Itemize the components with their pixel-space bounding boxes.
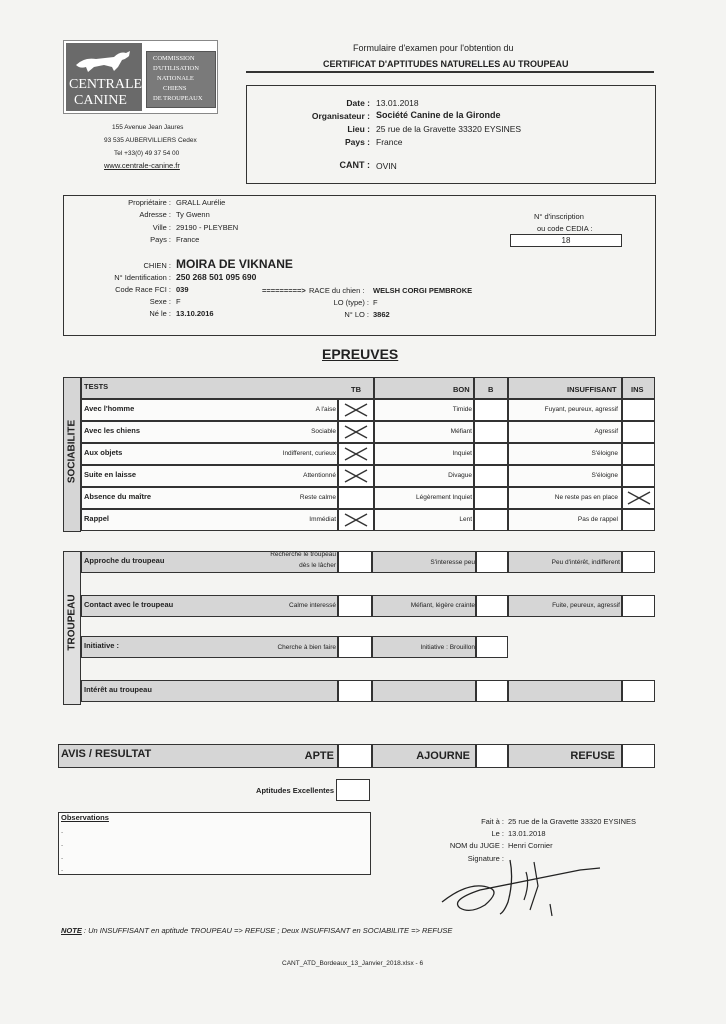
interet-ins-cell — [508, 680, 622, 702]
soc-row-b-checkbox[interactable] — [474, 399, 508, 421]
chien-label: CHIEN : — [143, 261, 171, 270]
ajourne-label: AJOURNE — [416, 750, 470, 762]
header-bon-label: BON — [453, 385, 470, 394]
ident-value: 250 268 501 095 690 — [176, 272, 257, 282]
commission-line: COMMISSION — [153, 55, 195, 62]
soc-row-ins-checkbox[interactable] — [622, 399, 655, 421]
soc-row-ins-checkbox[interactable] — [622, 421, 655, 443]
epreuves-title: EPREUVES — [322, 346, 399, 362]
x-mark-icon — [341, 401, 371, 419]
header-ins-label: INS — [631, 385, 644, 394]
cant-value: OVIN — [376, 161, 397, 171]
x-mark-icon — [341, 467, 371, 485]
owner-pays-label: Pays : — [150, 235, 171, 244]
cant-label: CANT : — [339, 160, 370, 170]
avis-label: AVIS / RESULTAT — [61, 748, 152, 760]
logo-dark-panel — [66, 43, 142, 111]
juge-label: NOM du JUGE : — [449, 841, 504, 850]
inscription-field[interactable]: 18 — [510, 234, 622, 247]
approche-ins: Peu d'intérêt, indifferent — [551, 559, 620, 566]
le-label: Le : — [491, 829, 504, 838]
ne-le-label: Né le : — [149, 309, 171, 318]
chien-name: MOIRA DE VIKNANE — [176, 257, 293, 271]
soc-row-b-checkbox[interactable] — [474, 487, 508, 509]
sexe-label: Sexe : — [149, 297, 171, 306]
apte-checkbox[interactable] — [338, 744, 372, 768]
initiative-b: Initiative : Brouillon — [420, 644, 475, 651]
lieu-value: 25 rue de la Gravette 33320 EYSINES — [376, 124, 522, 134]
contact-ins-checkbox[interactable] — [622, 595, 655, 617]
lo-type-label: LO (type) : — [333, 298, 369, 307]
note-prefix: NOTE — [61, 926, 82, 935]
aptitudes-checkbox[interactable] — [336, 779, 370, 801]
header-tb-label: TB — [351, 385, 361, 394]
initiative-label: Initiative : — [84, 641, 120, 650]
x-mark-icon — [341, 511, 371, 529]
troupeau-side-label: TROUPEAU — [66, 594, 78, 651]
header-insuffisant-label: INSUFFISANT — [567, 385, 617, 394]
signature-image — [430, 850, 610, 920]
soc-row-bon-criterion: Inquiet — [452, 450, 472, 457]
soc-row-ins-checkbox[interactable] — [622, 465, 655, 487]
soc-row-test: Absence du maître — [84, 492, 152, 501]
soc-row-test: Avec les chiens — [84, 426, 141, 435]
interet-ins-checkbox[interactable] — [622, 680, 655, 702]
approche-label: Approche du troupeau — [84, 556, 165, 565]
soc-row-ins-criterion: Ne reste pas en place — [554, 494, 618, 501]
soc-row-test: Aux objets — [84, 448, 123, 457]
nlo-label: N° LO : — [344, 310, 369, 319]
code-race-value: 039 — [176, 285, 189, 294]
soc-row-bon-criterion: Lent — [459, 516, 472, 523]
logo-commission-panel — [146, 51, 216, 108]
soc-row-tb-criterion: Attentionné — [303, 472, 336, 479]
header-tests — [81, 377, 374, 399]
aptitudes-label: Aptitudes Excellentes — [256, 786, 334, 795]
inscription-label2: ou code CEDIA : — [537, 224, 593, 233]
address-website-link[interactable]: www.centrale-canine.fr — [104, 161, 180, 170]
juge-value: Henri Cornier — [508, 841, 553, 850]
proprietaire-label: Propriétaire : — [128, 198, 171, 207]
observations-label: Observations — [61, 813, 109, 822]
address-tel: Tel +33(0) 49 37 54 00 — [114, 150, 180, 157]
observation-bullet: . — [61, 839, 64, 848]
x-mark-icon — [624, 489, 654, 507]
interet-label: Intérêt au troupeau — [84, 685, 152, 694]
address-line2: 93 535 AUBERVILLIERS Cedex — [104, 137, 197, 144]
soc-row-tb-criterion: Reste calme — [299, 494, 336, 501]
lieu-label: Lieu : — [347, 124, 370, 134]
approche-tb-checkbox[interactable] — [338, 551, 372, 573]
form-subtitle: Formulaire d'examen pour l'obtention du — [353, 43, 514, 53]
interet-tb-checkbox[interactable] — [338, 680, 372, 702]
soc-row-ins-checkbox[interactable] — [622, 443, 655, 465]
soc-row-ins-criterion: Fuyant, peureux, agressif — [544, 406, 618, 413]
race-arrow: =========> — [262, 286, 306, 295]
ident-label: N° Identification : — [114, 273, 171, 282]
contact-bon: Méfiant, légère crainte — [410, 602, 475, 609]
commission-line: D'UTILISATION — [153, 65, 199, 72]
soc-row-test: Rappel — [84, 514, 110, 523]
soc-row-tb-criterion: Indifferent, curieux — [282, 450, 336, 457]
approche-bon: S'interesse peu — [430, 559, 475, 566]
soc-row-ins-criterion: S'éloigne — [591, 450, 618, 457]
note-text: : Un INSUFFISANT en aptitude TROUPEAU => REFUSE ; Deux INSUFFISANT en SOCIABILITE => REFUSE — [81, 926, 453, 935]
initiative-a-checkbox[interactable] — [338, 636, 372, 658]
x-mark-icon — [341, 445, 371, 463]
observation-bullet: . — [61, 826, 64, 835]
lo-type-value: F — [373, 298, 378, 307]
soc-row-bon-criterion: Méfiant — [450, 428, 472, 435]
soc-row-tb-criterion: Immédiat — [309, 516, 336, 523]
sexe-value: F — [176, 297, 181, 306]
observation-bullet: . — [61, 864, 64, 873]
soc-row-bon-criterion: Timide — [452, 406, 472, 413]
contact-label: Contact avec le troupeau — [84, 600, 174, 609]
date-value: 13.01.2018 — [376, 98, 419, 108]
logo-name-line2: CANINE — [74, 93, 127, 108]
approche-tb-line1: Recherche le troupeau — [270, 551, 336, 558]
logo — [63, 40, 218, 114]
soc-row-b-checkbox[interactable] — [474, 509, 508, 531]
soc-row-bon-criterion: Divague — [448, 472, 472, 479]
soc-row-tb-criterion: Sociable — [311, 428, 336, 435]
form-title: CERTIFICAT D'APTITUDES NATURELLES AU TROUPEAU — [323, 59, 569, 69]
refuse-checkbox[interactable] — [622, 744, 655, 768]
x-mark-icon — [341, 423, 371, 441]
contact-ins: Fuite, peureux, agressif — [552, 602, 620, 609]
footer-filename: CANT_ATD_Bordeaux_13_Janvier_2018.xlsx - 6 — [282, 960, 424, 967]
contact-tb-checkbox[interactable] — [338, 595, 372, 617]
apte-label: APTE — [304, 750, 334, 762]
ville-value: 29190 - PLEYBEN — [176, 223, 239, 232]
soc-row-b-checkbox[interactable] — [474, 443, 508, 465]
soc-row-test-cell — [81, 509, 338, 531]
commission-line: DE TROUPEAUX — [153, 95, 203, 102]
soc-row-ins-criterion: Agressif — [594, 428, 618, 435]
approche-b-checkbox[interactable] — [476, 551, 508, 573]
sociabilite-side-label: SOCIABILITE — [66, 419, 78, 484]
date-label: Date : — [346, 98, 370, 108]
adresse-value: Ty Gwenn — [176, 210, 210, 219]
soc-row-test: Suite en laisse — [84, 470, 137, 479]
soc-row-ins-criterion: Pas de rappel — [577, 516, 618, 523]
owner-pays-value: France — [176, 235, 200, 244]
pays-label: Pays : — [344, 137, 370, 147]
adresse-label: Adresse : — [139, 210, 171, 219]
refuse-label: REFUSE — [570, 750, 615, 762]
le-value: 13.01.2018 — [508, 829, 546, 838]
fait-label: Fait à : — [481, 817, 504, 826]
soc-row-test: Avec l'homme — [84, 404, 135, 413]
approche-tb-line2: dès le lâcher — [299, 562, 336, 569]
logo-name-line1: CENTRALE — [69, 77, 143, 92]
note — [61, 926, 452, 935]
interet-b-checkbox[interactable] — [476, 680, 508, 702]
address-line1: 155 Avenue Jean Jaures — [112, 124, 184, 131]
inscription-label1: N° d'inscription — [534, 212, 584, 221]
soc-row-b-checkbox[interactable] — [474, 421, 508, 443]
soc-row-bon-criterion: Légèrement Inquiet — [415, 494, 472, 501]
contact-tb: Calme interessé — [289, 602, 336, 609]
race-value: WELSH CORGI PEMBROKE — [373, 286, 473, 295]
soc-row-ins-criterion: S'éloigne — [591, 472, 618, 479]
signature-label: Signature : — [467, 854, 504, 863]
soc-row-tb-criterion: A l'aise — [315, 406, 336, 413]
code-race-label: Code Race FCI : — [115, 285, 171, 294]
fait-value: 25 rue de la Gravette 33320 EYSINES — [508, 817, 636, 826]
approche-ins-checkbox[interactable] — [622, 551, 655, 573]
commission-line: CHIENS — [163, 85, 187, 92]
interet-bon-cell — [372, 680, 476, 702]
organisateur-label: Organisateur : — [311, 111, 370, 121]
commission-line: NATIONALE — [157, 75, 194, 82]
pays-value: France — [376, 137, 403, 147]
ajourne-checkbox[interactable] — [476, 744, 508, 768]
observation-bullet: . — [61, 852, 64, 861]
event-box — [246, 85, 656, 184]
race-label: RACE du chien : — [309, 286, 365, 295]
initiative-a: Cherche à bien faire — [277, 644, 336, 651]
soc-row-b-checkbox[interactable] — [474, 465, 508, 487]
soc-row-tb-checkbox[interactable] — [338, 487, 374, 509]
organisateur-value: Société Canine de la Gironde — [376, 110, 501, 120]
contact-b-checkbox[interactable] — [476, 595, 508, 617]
title-underline — [246, 71, 654, 73]
header-b-label: B — [488, 385, 494, 394]
proprietaire-value: GRALL Aurélie — [176, 198, 226, 207]
header-tests-label: TESTS — [84, 382, 109, 391]
ville-label: Ville : — [152, 223, 171, 232]
nlo-value: 3862 — [373, 310, 390, 319]
soc-row-ins-checkbox[interactable] — [622, 509, 655, 531]
initiative-b-checkbox[interactable] — [476, 636, 508, 658]
ne-le-value: 13.10.2016 — [176, 309, 214, 318]
dog-silhouette-icon — [74, 47, 134, 75]
